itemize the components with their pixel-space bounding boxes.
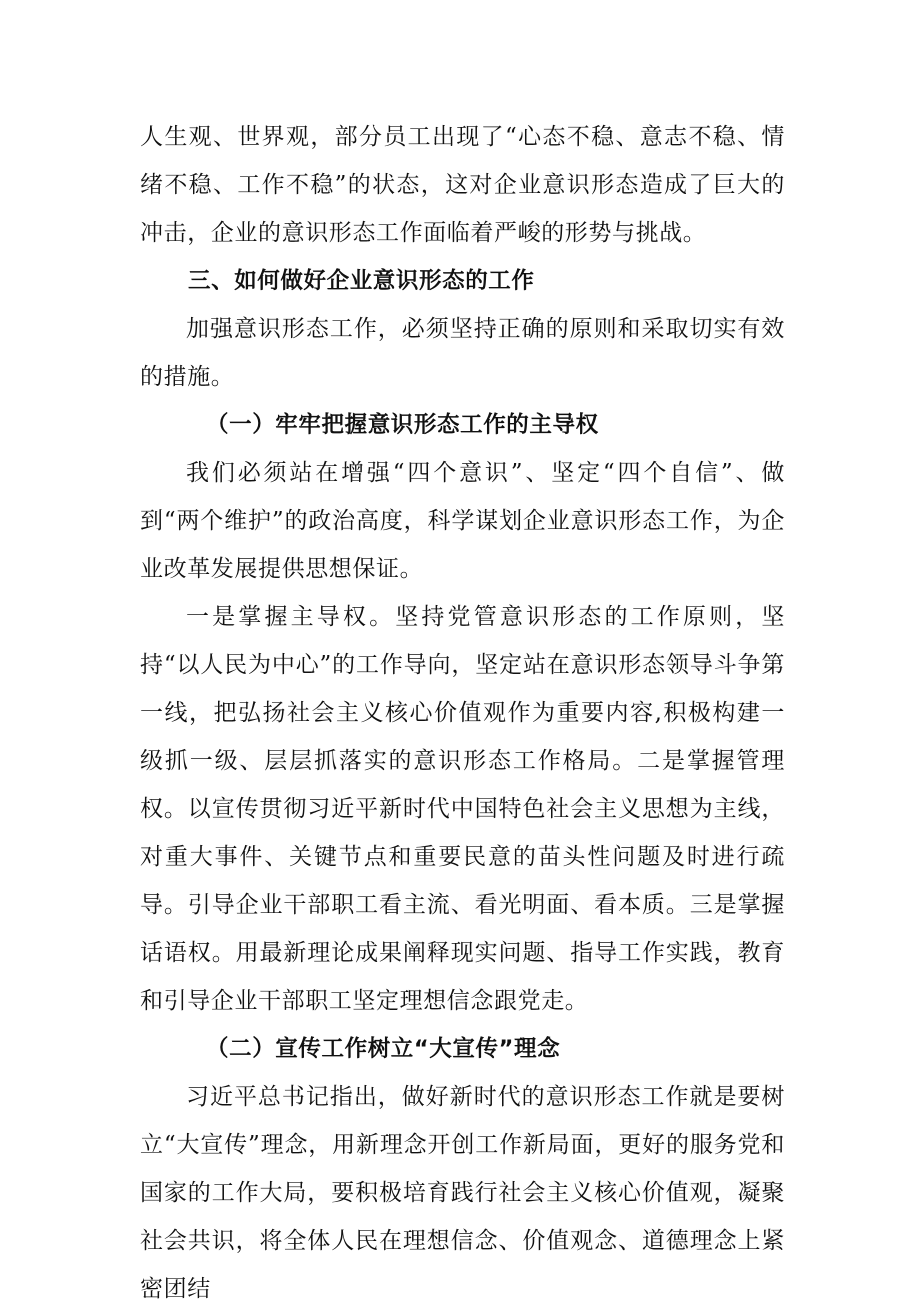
paragraph-subsection-2-body: 习近平总书记指出，做好新时代的意识形态工作就是要树立“大宣传”理念，用新理念开创工作新局面，更好的服务党和国家的工作大局，要积极培育践行社会主义核心价值观，凝聚社会共识，将全体人民在理想信念、价值观念、道德理念上紧密团结 [140, 1084, 785, 1302]
subsection-heading-1: （一）牢牢把握意识形态工作的主导权 [206, 412, 599, 438]
paragraph-subsection-1-body: 一是掌握主导权。坚持党管意识形态的工作原则，坚持“以人民为中心”的工作导向，坚定站在意识形态领导斗争第一线，把弘扬社会主义核心价值观作为重要内容,积极构建一级抓一级、层层抓落实的意识形态工作格局。二是掌握管理权。以宣传贯彻习近平新时代中国特色社会主义思想为主线，对重大事件、关键节点和重要民意的苗头性问题及时进行疏导。引导企业干部职工看主流、看光明面、看本质。三是掌握话语权。用最新理论成果阐释现实问题、指导工作实践，教育和引导企业干部职工坚定理想信念跟党走。 [140, 604, 785, 1014]
subsection-heading-2: （二）宣传工作树立“大宣传”理念 [206, 1036, 561, 1062]
paragraph-subsection-1-intro: 我们必须站在增强“四个意识”、坚定“四个自信”、做到“两个维护”的政治高度，科学谋划企业意识形态工作，为企业改革发展提供思想保证。 [140, 460, 785, 582]
paragraph-section-3-intro: 加强意识形态工作，必须坚持正确的原则和采取切实有效的措施。 [140, 316, 785, 390]
section-heading-3: 三、如何做好企业意识形态的工作 [188, 268, 535, 294]
document-page [140, 113, 785, 1313]
paragraph-continuation: 人生观、世界观，部分员工出现了“心态不稳、意志不稳、情绪不稳、工作不稳”的状态，这对企业意识形态造成了巨大的冲击，企业的意识形态工作面临着严峻的形势与挑战。 [140, 124, 785, 246]
